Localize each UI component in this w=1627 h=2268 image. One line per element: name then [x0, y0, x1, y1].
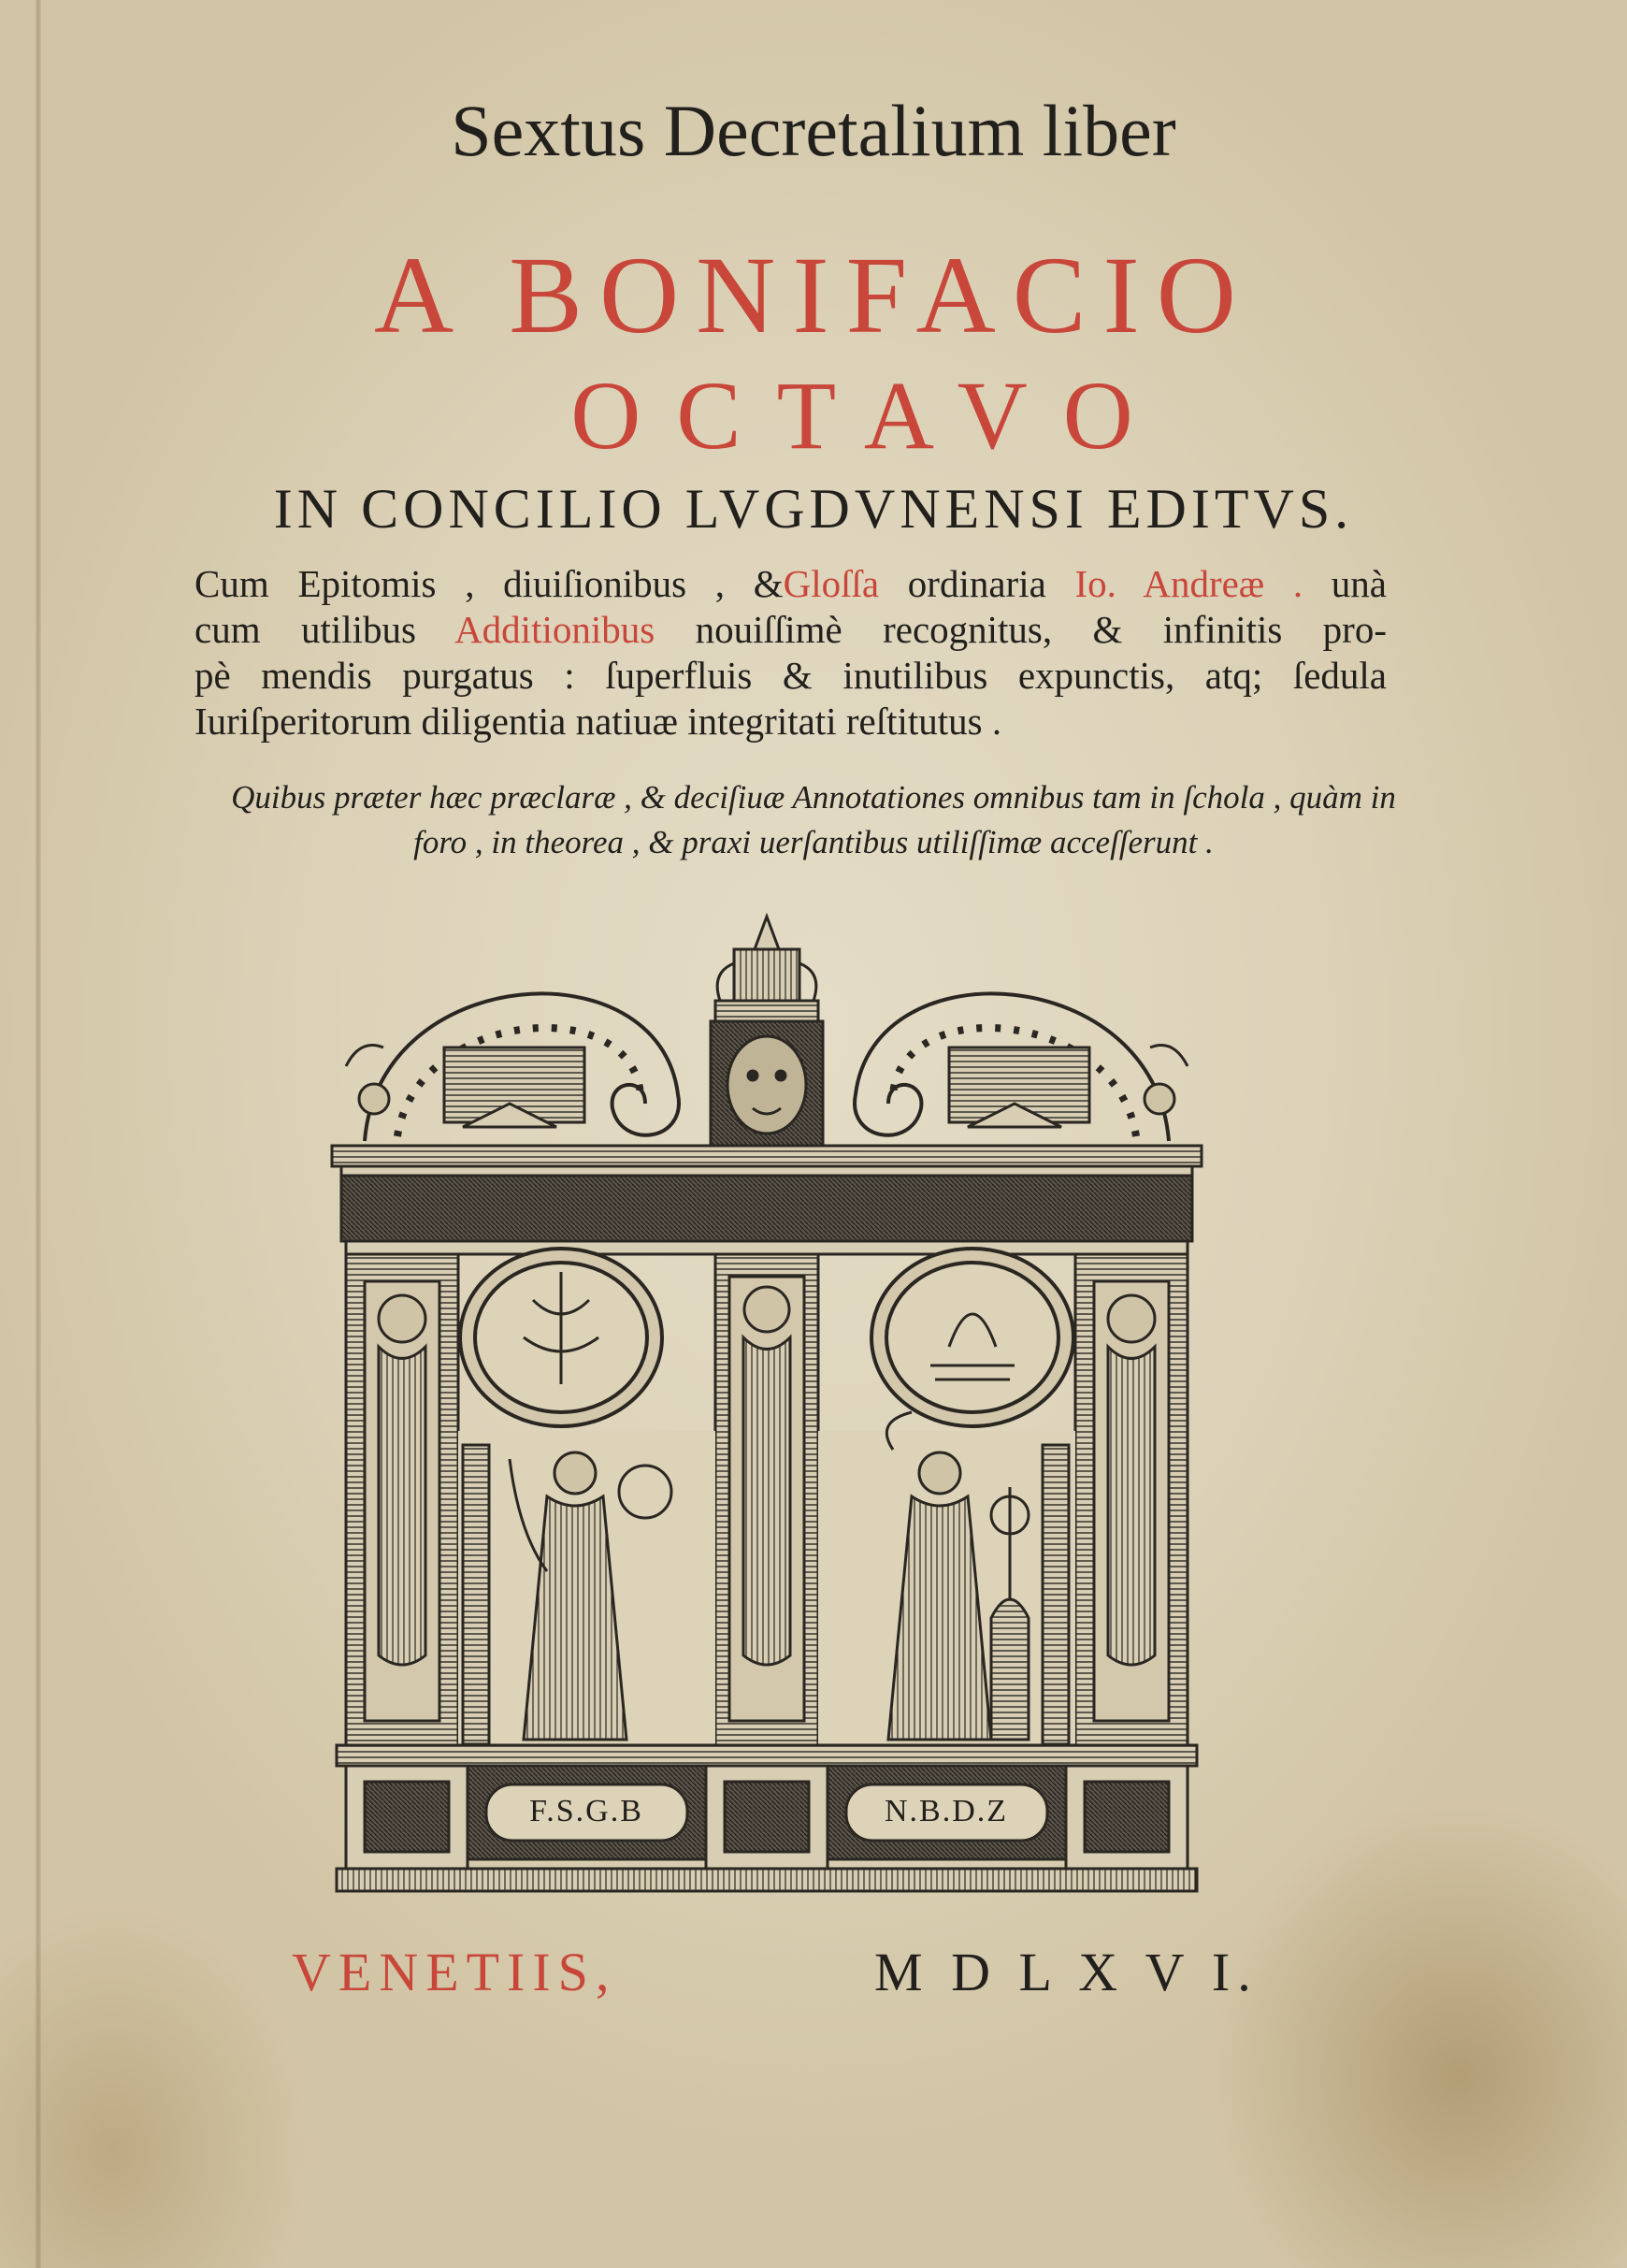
- title-line-octavo: OCTAVO: [570, 362, 1169, 469]
- cartouche-left-initials: F.S.G.B: [529, 1794, 643, 1828]
- annotation-note-line-2: foro , in theorea , & praxi uerſantibus utiliſſimæ acceſſerunt .: [413, 824, 1214, 860]
- title-line-concilio: IN CONCILIO LVGDVNENSI EDITVS.: [273, 478, 1354, 540]
- imprint-year: M D L X V I.: [874, 1942, 1259, 2002]
- finial: [715, 917, 818, 1021]
- description-paragraph: [194, 561, 1387, 744]
- description-line-1: Cum Epitomis , diuiſionibus , &Gloſſa ordinaria Io. Andreæ . unà: [194, 562, 1388, 605]
- imprint-place: VENETIIS,: [292, 1942, 617, 2002]
- description-line-4: Iuriſperitorum diligentia natiuæ integritati reſtitutus .: [194, 700, 1002, 743]
- lion-mask: [711, 1021, 823, 1152]
- description-line-2: cum utilibus Additionibus nouiſſimè recognitus, & infinitis pro-: [194, 608, 1387, 651]
- annotation-note-line-1: Quibus præter hæc præclaræ , & deciſiuæ Annotationes omnibus tam in ſchola , quàm in: [231, 779, 1396, 816]
- woodcut-illustration: [323, 907, 1211, 1899]
- title-line-bonifacio: A BONIFACIO: [374, 234, 1253, 356]
- printers-device-woodcut: [323, 907, 1211, 1899]
- cartouche-right-initials: N.B.D.Z: [884, 1794, 1009, 1828]
- description-line-3: pè mendis purgatus : ſuperfluis & inutilibus expunctis, atq; ſedula: [194, 654, 1387, 697]
- title-line-sextus: Sextus Decretalium liber: [451, 90, 1176, 171]
